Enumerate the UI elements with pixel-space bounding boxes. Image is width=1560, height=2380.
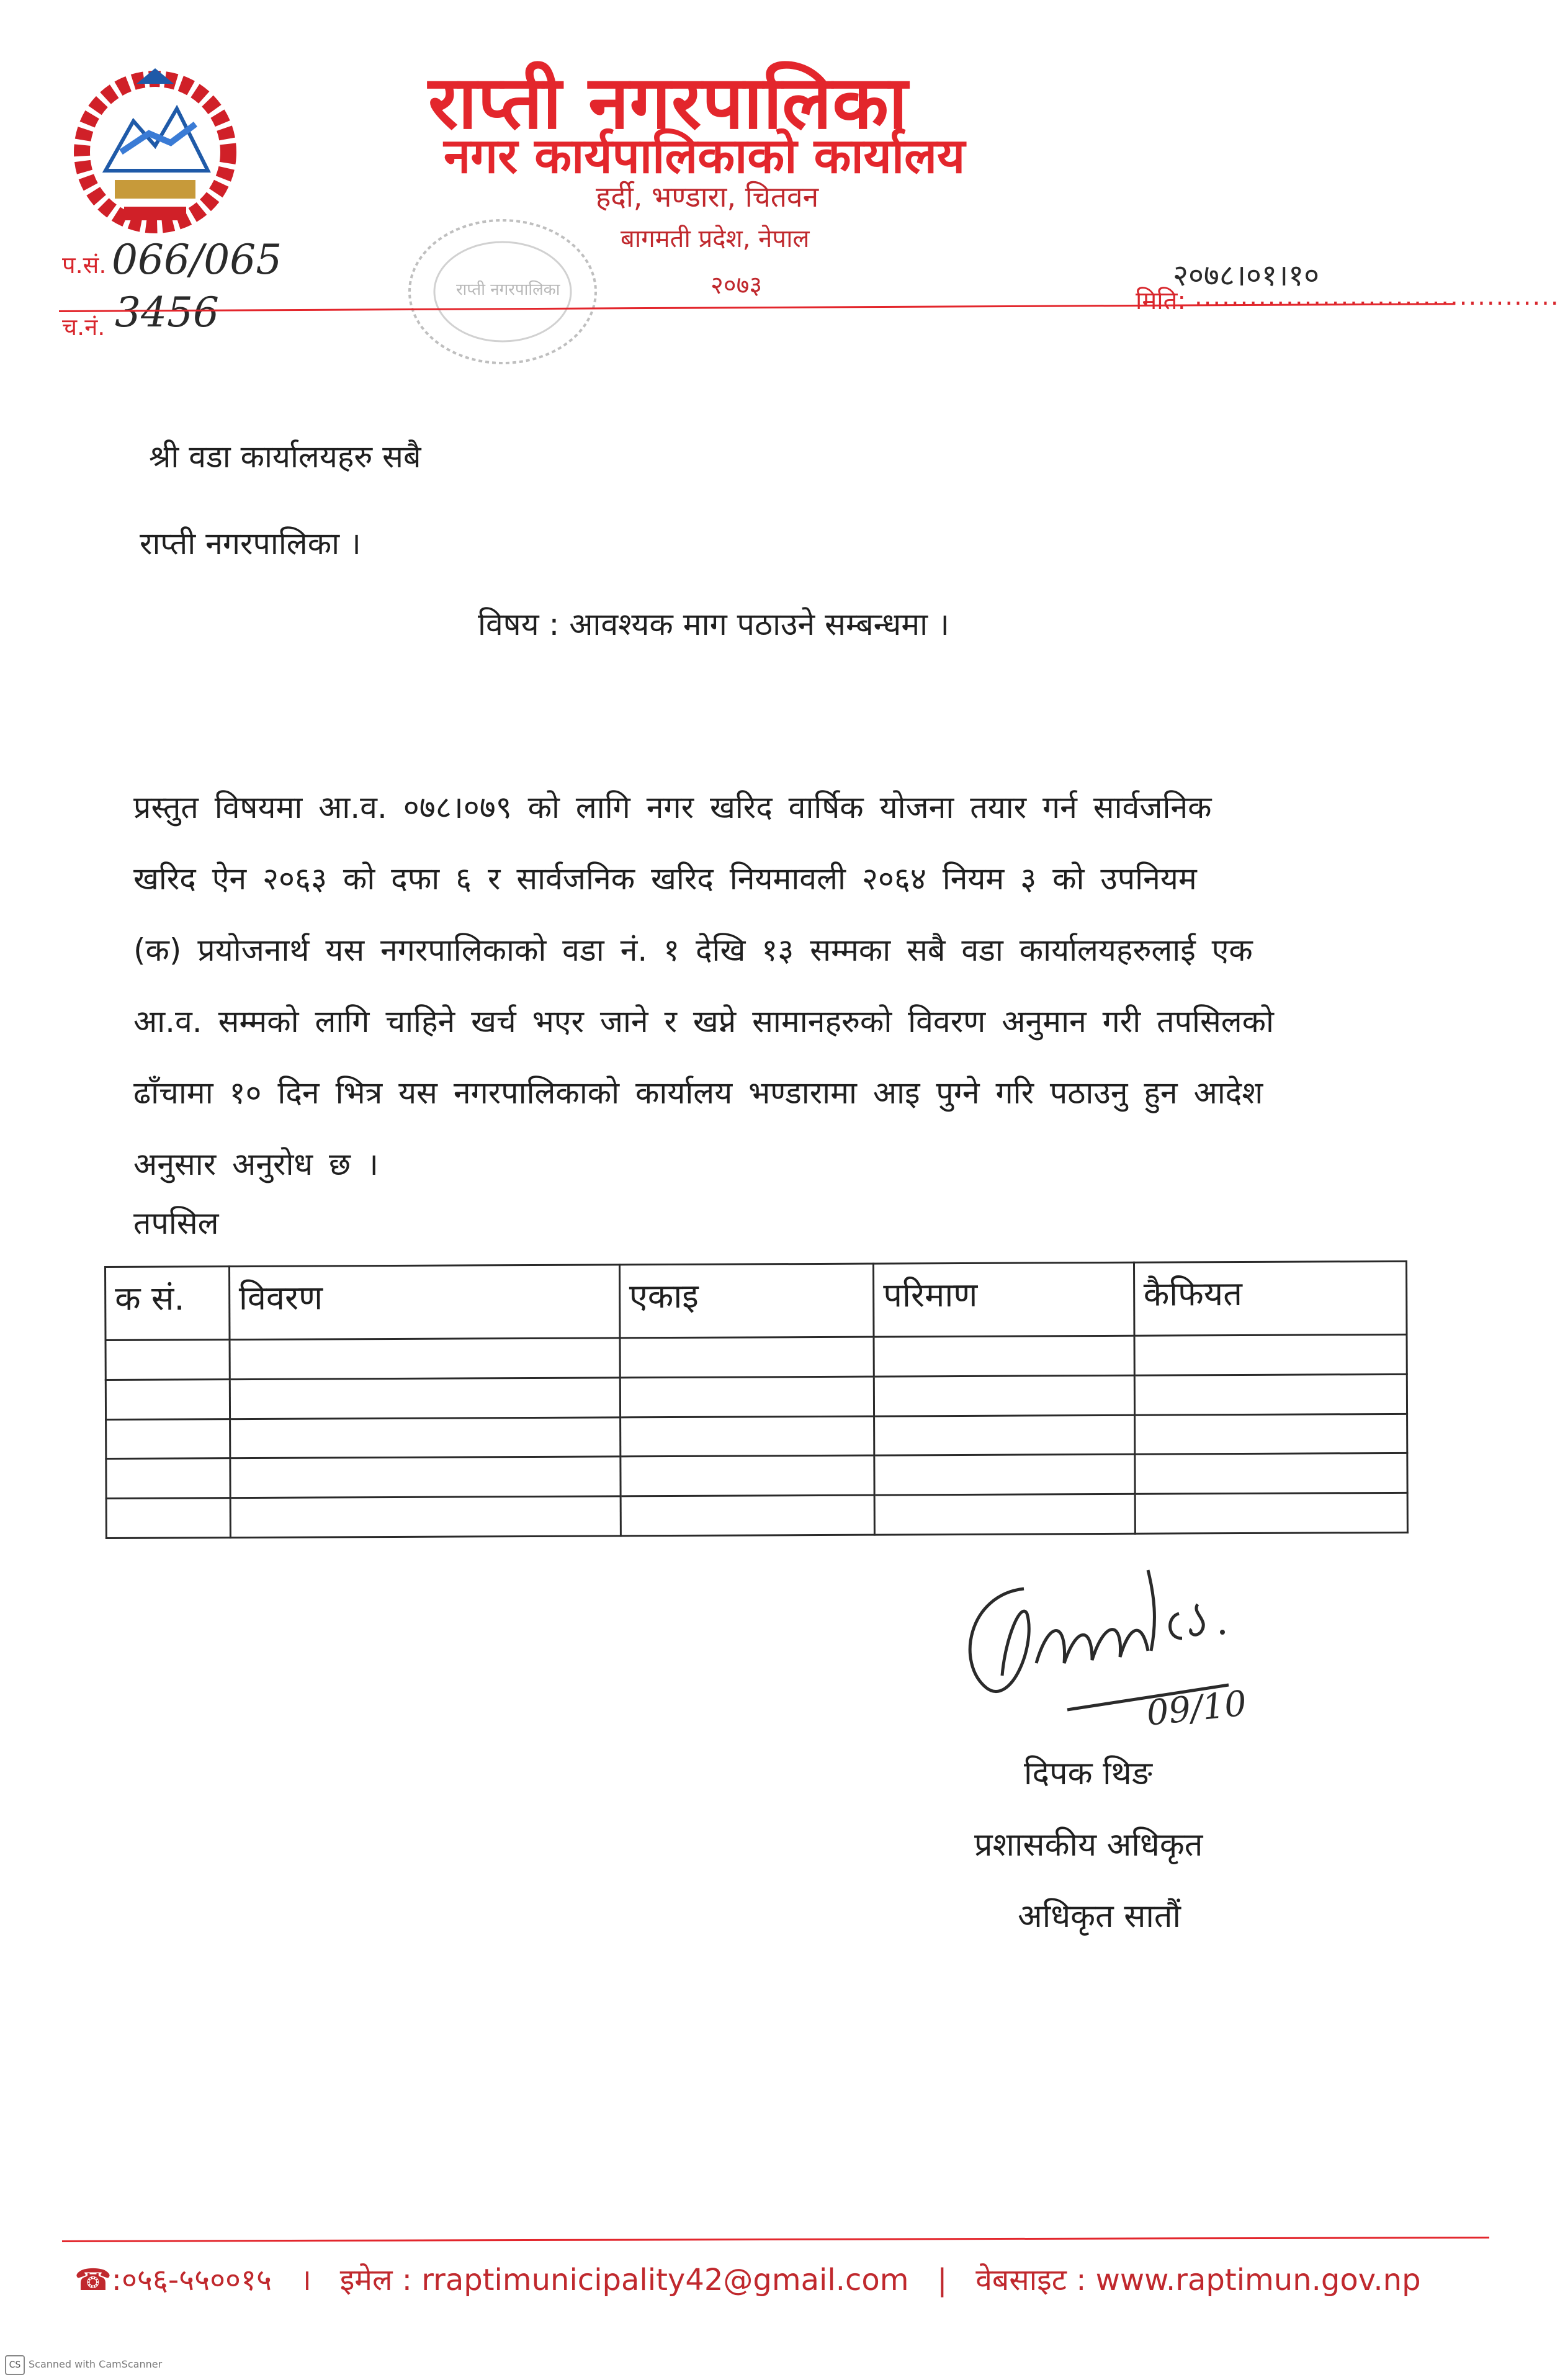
header-description: विवरण — [229, 1265, 619, 1340]
table-cell — [621, 1456, 875, 1497]
footer-website-label: वेबसाइट : — [975, 2263, 1087, 2297]
footer-website[interactable]: www.raptimun.gov.np — [1095, 2263, 1421, 2297]
office-stamp — [397, 205, 608, 391]
recipient-line-1: श्री वडा कार्यालयहरु सबै — [149, 439, 421, 475]
table-cell — [230, 1457, 621, 1498]
body-line-5: ढाँचामा १० दिन भित्र यस नगरपालिकाको कार्यालय भण्डारामा आइ पुग्ने गरि पठाउनु हुन आदेश — [133, 1075, 1263, 1111]
table-cell — [106, 1498, 230, 1538]
cn-label: च.नं. — [62, 313, 105, 341]
signer-name: दिपक थिङ — [1024, 1755, 1152, 1792]
signer-rank: अधिकृत सातौं — [1018, 1898, 1181, 1935]
table-cell — [874, 1336, 1134, 1376]
footer-divider — [62, 2237, 1489, 2242]
table-cell — [106, 1419, 230, 1459]
schedule-label: तपसिल — [133, 1205, 219, 1241]
signer-title: प्रशासकीय अधिकृत — [974, 1826, 1203, 1864]
table-cell — [106, 1458, 230, 1499]
table-cell — [1134, 1414, 1407, 1455]
stamp-text: राप्ती नगरपालिका — [456, 281, 560, 299]
table-cell — [1134, 1453, 1407, 1494]
table-row — [105, 1374, 1407, 1419]
table-cell — [620, 1337, 874, 1378]
table-cell — [874, 1375, 1134, 1416]
table-cell — [230, 1417, 620, 1459]
body-line-3: (क) प्रयोजनार्थ यस नगरपालिकाको वडा नं. १ देखि १३ सम्मका सबै वडा कार्यालयहरुलाई एक — [133, 932, 1253, 968]
scanner-text: Scanned with CamScanner — [29, 2358, 163, 2370]
office-name: नगर कार्यपालिकाको कार्यालय — [444, 128, 966, 184]
body-line-2: खरिद ऐन २०६३ को दफा ६ र सार्वजनिक खरिद नियमावली २०६४ नियम ३ को उपनियम — [133, 861, 1197, 897]
camscanner-icon: CS — [5, 2355, 25, 2375]
footer-contact: ☎:०५६-५५००१५ । इमेल : rraptimunicipality42@gmail.com | वेबसाइट : www.raptimun.gov.np — [74, 2263, 1421, 2297]
table-row — [106, 1493, 1407, 1538]
table-cell — [105, 1380, 230, 1420]
table-row — [106, 1453, 1407, 1499]
body-line-4: आ.व. सम्मको लागि चाहिने खर्च भएर जाने र खप्ने सामानहरुको विवरण अनुमान गरी तपसिलको — [133, 1004, 1275, 1040]
table-cell — [230, 1496, 621, 1538]
table-cell — [105, 1340, 230, 1380]
header-unit: एकाइ — [619, 1264, 874, 1338]
recipient-line-2: राप्ती नगरपालिका । — [140, 526, 361, 562]
header-serial: क सं. — [105, 1267, 230, 1340]
table-cell — [1135, 1493, 1408, 1534]
footer-phone: :०५६-५५००१५ — [111, 2263, 272, 2297]
table-row — [106, 1414, 1407, 1459]
handwritten-signature — [943, 1545, 1291, 1734]
org-address: हर्दी, भण्डारा, चितवन — [596, 180, 819, 213]
telephone-icon: ☎ — [74, 2263, 112, 2297]
table-header-row — [105, 1261, 1407, 1340]
org-name: राप्ती नगरपालिका — [428, 60, 908, 145]
table-cell — [621, 1495, 875, 1536]
subject-line: विषय : आवश्यक माग पठाउने सम्बन्धमा । — [478, 606, 949, 642]
org-year: २०७३ — [711, 271, 763, 300]
scanner-watermark — [5, 2355, 162, 2375]
table-cell — [620, 1376, 874, 1417]
date-label: मिति: — [1136, 287, 1186, 315]
footer-email[interactable]: rraptimunicipality42@gmail.com — [421, 2263, 909, 2297]
table-cell — [230, 1378, 620, 1419]
table-cell — [874, 1455, 1135, 1496]
org-province: बागमती प्रदेश, नेपाल — [621, 225, 810, 253]
body-line-6: अनुसार अनुरोध छ । — [133, 1146, 379, 1182]
table-cell — [874, 1415, 1135, 1456]
table-cell — [874, 1494, 1135, 1535]
body-line-1: प्रस्तुत विषयमा आ.व. ०७८।०७९ को लागि नगर खरिद वार्षिक योजना तयार गर्न सार्वजनिक — [133, 789, 1212, 825]
ps-value: 066/065 — [112, 236, 282, 284]
schedule-table — [104, 1260, 1409, 1539]
cn-value: 3456 — [115, 289, 219, 336]
header-remarks: कैफियत — [1134, 1261, 1407, 1336]
table-row — [105, 1334, 1407, 1380]
nepal-emblem-icon — [62, 65, 248, 233]
date-value: २०७८।०१।१० — [1173, 258, 1320, 293]
table-cell — [620, 1416, 874, 1457]
date-dots: ........................................ — [1195, 282, 1560, 311]
header-quantity: परिमाण — [874, 1262, 1134, 1337]
ps-label: प.सं. — [62, 251, 107, 279]
footer-email-label: इमेल : — [339, 2263, 412, 2297]
table-cell — [230, 1338, 620, 1380]
table-cell — [1134, 1334, 1407, 1375]
signature-date: 09/10 — [1144, 1683, 1248, 1734]
table-cell — [1134, 1374, 1407, 1415]
